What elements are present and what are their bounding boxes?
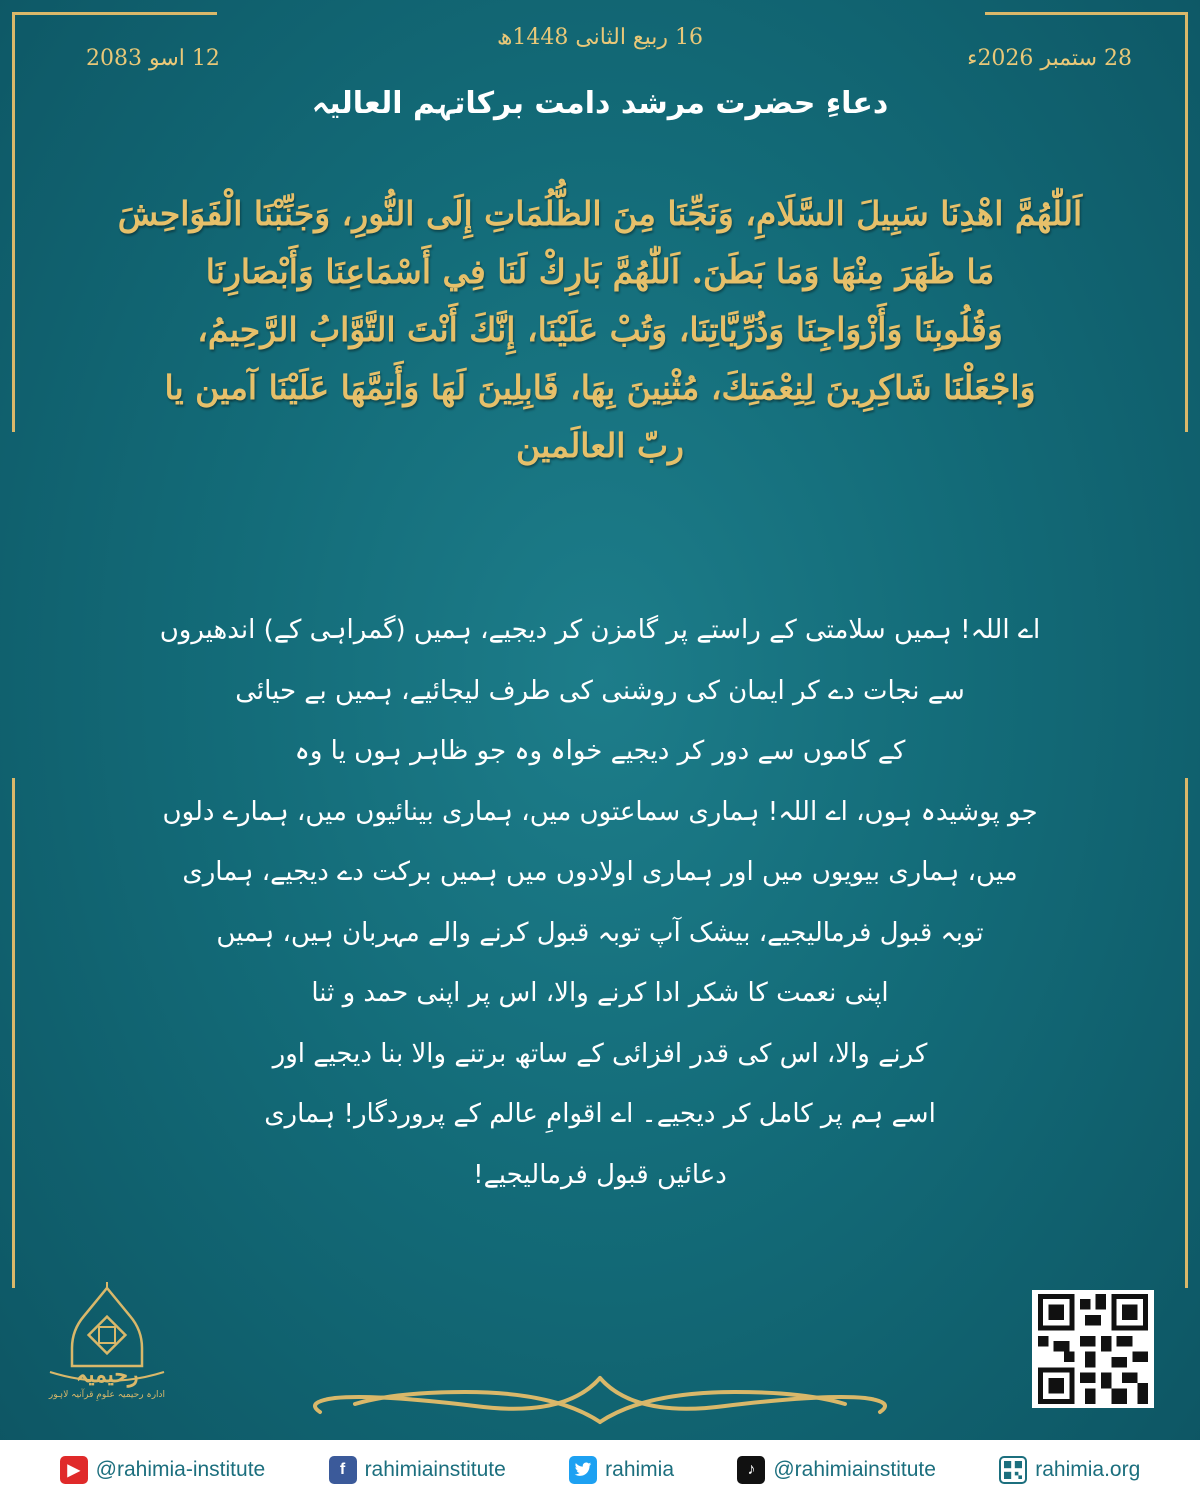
- gold-ornament-divider-icon: [305, 1368, 895, 1428]
- gregorian-date: 28 ستمبر 2026ء: [967, 46, 1132, 71]
- tiktok-icon: ♪: [737, 1456, 765, 1484]
- translation-line: جو پوشیدہ ہوں، اے اللہ! ہماری سماعتوں میں، ہماری بینائیوں میں، ہمارے دلوں: [162, 796, 1038, 827]
- hijri-date: 16 ربیع الثانی 1448ھ: [496, 25, 704, 50]
- frame-right-bottom: [1185, 778, 1188, 1288]
- arabic-line: وَاجْعَلْنَا شَاكِرِينَ لِنِعْمَتِكَ، مُثْنِينَ بِهَا، قَابِلِينَ لَهَا وَأَتِمَّهَا عَلَيْنَا آمین یا: [164, 368, 1036, 407]
- facebook-link[interactable]: [329, 1456, 506, 1484]
- arabic-dua: [90, 185, 1110, 475]
- website-url: rahimia.org: [1035, 1458, 1141, 1481]
- bikrami-date: 12 اسو 2083: [86, 46, 220, 71]
- frame-left-bottom: [12, 778, 15, 1288]
- qr-code-icon[interactable]: [1032, 1290, 1154, 1408]
- translation-line: سے نجات دے کر ایمان کی روشنی کی طرف لیجائیے، ہمیں بے حیائی: [235, 675, 965, 706]
- twitter-link[interactable]: [569, 1456, 674, 1484]
- youtube-handle: @rahimia-institute: [95, 1458, 266, 1481]
- arabic-line: وَقُلُوبِنَا وَأَزْوَاجِنَا وَذُرِّيَّاتِنَا، وَتُبْ عَلَيْنَا، إِنَّكَ أَنْتَ التَّوَّابُ الرَّحِيمُ،: [197, 310, 1003, 349]
- frame-top-left: [12, 12, 217, 15]
- translation-line: کے کاموں سے دور کر دیجیے خواہ وہ جو ظاہر ہوں یا وہ: [294, 736, 906, 766]
- translation-line: اسے ہم پر کامل کر دیجیے۔ اے اقوامِ عالم کے پروردگار! ہماری: [264, 1099, 936, 1129]
- arabic-line: مَا ظَهَرَ مِنْهَا وَمَا بَطَنَ. اَللّٰهُمَّ بَارِكْ لَنَا فِي أَسْمَاعِنَا وَأَبْصَارِنَا: [205, 252, 995, 291]
- youtube-link[interactable]: [60, 1456, 266, 1484]
- facebook-handle: rahimiainstitute: [364, 1458, 506, 1481]
- arabic-line: ربّ العالَمین: [516, 426, 684, 465]
- urdu-translation: [130, 600, 1070, 1205]
- arabic-line: اَللّٰهُمَّ اهْدِنَا سَبِيلَ السَّلَامِ، وَنَجِّنَا مِنَ الظُّلُمَاتِ إِلَى النُّورِ، وَجَنِّبْنَا الْفَوَاحِشَ: [117, 194, 1083, 233]
- twitter-handle: rahimia: [605, 1458, 674, 1481]
- website-link[interactable]: [999, 1456, 1140, 1484]
- frame-left-top: [12, 12, 15, 432]
- logo-subtitle: ادارہ رحیمیہ علومِ قرآنیہ لاہور: [48, 1390, 166, 1400]
- frame-right-top: [1185, 12, 1188, 432]
- translation-line: کرنے والا، اس کی قدر افزائی کے ساتھ برتنے والا بنا دیجیے اور: [272, 1038, 928, 1069]
- translation-line: اے اللہ! ہمیں سلامتی کے راستے پر گامزن کر دیجیے، ہمیں (گمراہی کے) اندھیروں: [159, 615, 1041, 645]
- tiktok-handle: @rahimiainstitute: [773, 1458, 936, 1481]
- translation-line: دعائیں قبول فرمالیجیے!: [473, 1159, 727, 1190]
- youtube-icon: ▶: [60, 1456, 88, 1484]
- translation-line: توبہ قبول فرمالیجیے، بیشک آپ توبہ قبول کرنے والے مہربان ہیں، ہمیں: [216, 917, 984, 948]
- facebook-icon: f: [329, 1456, 357, 1484]
- logo-wordmark: رحیمیہ: [75, 1362, 139, 1388]
- page-title: دعاءِ حضرت مرشد دامت برکاتہم العالیہ: [311, 86, 889, 121]
- social-footer: [0, 1440, 1200, 1500]
- translation-line: میں، ہماری بیویوں میں اور ہماری اولادوں میں ہمیں برکت دے دیجیے، ہماری: [182, 857, 1018, 887]
- frame-top-right: [985, 12, 1188, 15]
- twitter-icon: [569, 1456, 597, 1484]
- qr-small-icon: [999, 1456, 1027, 1484]
- translation-line: اپنی نعمت کا شکر ادا کرنے والا، اس پر اپنی حمد و ثنا: [311, 978, 889, 1008]
- tiktok-link[interactable]: [737, 1456, 936, 1484]
